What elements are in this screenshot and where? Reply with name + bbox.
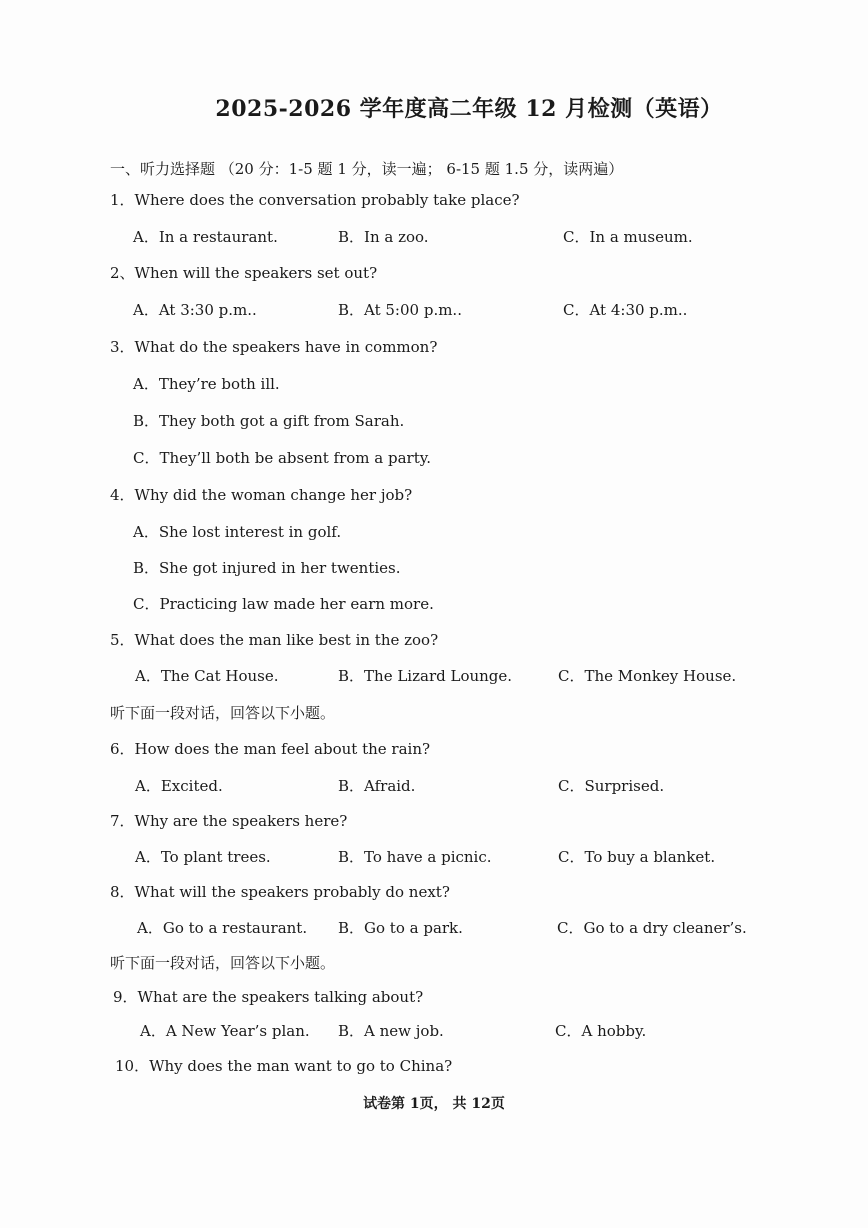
question-6-option-a: A．Excited.: [135, 777, 223, 795]
listening-instruction: 听下面一段对话，回答以下小题。: [110, 954, 336, 972]
question-5-option-b: B．The Lizard Lounge.: [338, 667, 513, 685]
question-4-option-c: C．Practicing law made her earn more.: [133, 595, 434, 613]
question-8-stem: 8．What will the speakers probably do next?: [110, 883, 450, 901]
question-4-option-b: B．She got injured in her twenties.: [133, 559, 401, 577]
question-2-stem: 2、When will the speakers set out?: [110, 264, 378, 282]
question-8-option-c: C．Go to a dry cleaner’s.: [557, 919, 747, 937]
section-heading: 一、听力选择题 （20 分：1-5 题 1 分，读一遍； 6-15 题 1.5 分，读两遍）: [110, 160, 624, 178]
question-3-option-c: C．They’ll both be absent from a party.: [133, 449, 431, 467]
question-9-option-c: C．A hobby.: [555, 1022, 647, 1040]
page-footer: 试卷第 1页， 共 12页: [363, 1096, 505, 1112]
question-6-option-c: C．Surprised.: [558, 777, 665, 795]
exam-title: 2025-2026 学年度高二年级 12 月检测（英语）: [215, 96, 723, 122]
question-9-stem: 9．What are the speakers talking about?: [113, 988, 424, 1006]
question-8-option-a: A．Go to a restaurant.: [137, 919, 308, 937]
question-9-option-b: B．A new job.: [338, 1022, 444, 1040]
question-6-stem: 6．How does the man feel about the rain?: [110, 740, 431, 758]
question-1-option-c: C．In a museum.: [563, 228, 693, 246]
question-6-option-b: B．Afraid.: [338, 777, 416, 795]
question-4-option-a: A．She lost interest in golf.: [133, 523, 342, 541]
question-7-option-b: B．To have a picnic.: [338, 848, 492, 866]
question-8-option-b: B．Go to a park.: [338, 919, 463, 937]
question-5-option-c: C．The Monkey House.: [558, 667, 737, 685]
question-3-option-a: A．They’re both ill.: [133, 375, 280, 393]
question-10-stem: 10．Why does the man want to go to China?: [115, 1057, 453, 1075]
question-2-option-c: C．At 4:30 p.m..: [563, 301, 688, 319]
question-5-option-a: A．The Cat House.: [135, 667, 279, 685]
listening-instruction: 听下面一段对话，回答以下小题。: [110, 704, 336, 722]
question-4-stem: 4．Why did the woman change her job?: [110, 486, 413, 504]
question-1-option-b: B．In a zoo.: [338, 228, 429, 246]
question-7-option-a: A．To plant trees.: [135, 848, 271, 866]
question-3-option-b: B．They both got a gift from Sarah.: [133, 412, 405, 430]
question-5-stem: 5．What does the man like best in the zoo?: [110, 631, 439, 649]
question-2-option-b: B．At 5:00 p.m..: [338, 301, 462, 319]
question-2-option-a: A．At 3:30 p.m..: [133, 301, 257, 319]
question-1-option-a: A．In a restaurant.: [133, 228, 278, 246]
question-9-option-a: A．A New Year’s plan.: [140, 1022, 310, 1040]
question-7-option-c: C．To buy a blanket.: [558, 848, 716, 866]
question-1-stem: 1．Where does the conversation probably take place?: [110, 191, 520, 209]
question-7-stem: 7．Why are the speakers here?: [110, 812, 348, 830]
question-3-stem: 3．What do the speakers have in common?: [110, 338, 438, 356]
